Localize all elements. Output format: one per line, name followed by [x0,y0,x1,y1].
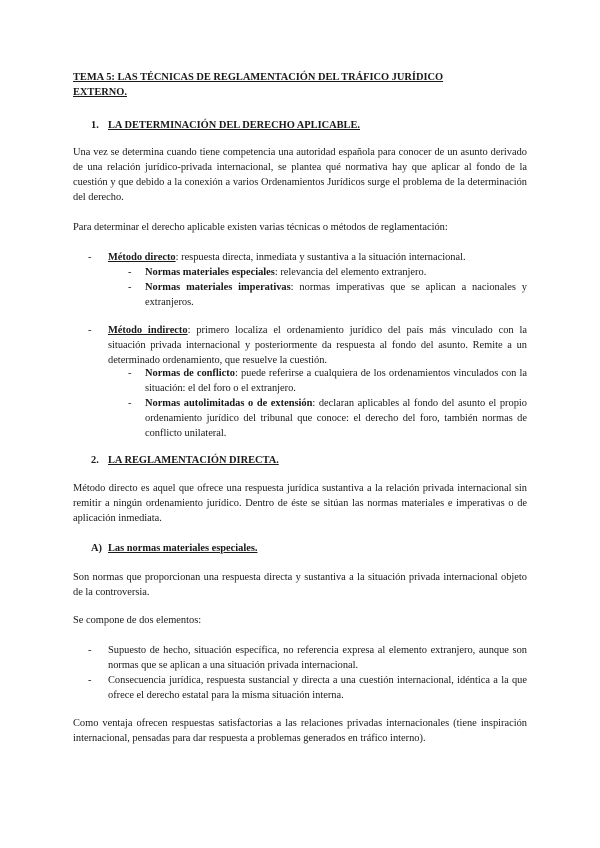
section-1-number: 1. [91,120,99,131]
method-indirect-sub-1 [145,366,527,396]
method-direct-sub-2 [145,280,527,310]
section-1-lead: Para determinar el derecho aplicable existen varias técnicas o métodos de reglamentación: [73,222,448,233]
section-2-title: LA REGLAMENTACIÓN DIRECTA. [108,455,279,466]
sub-bullet-dash: - [128,267,132,278]
subsection-a-p3: Como ventaja ofrecen respuestas satisfactorias a las relaciones privadas internacionales (tiene inspiración internacional, pensadas para dar respuesta a problemas generados en tráfico interno). [73,718,527,744]
subsection-a-heading [91,541,257,556]
document-title: TEMA 5: LAS TÉCNICAS DE REGLAMENTACIÓN DEL TRÁFICO JURÍDICO EXTERNO. [73,72,444,98]
method-direct-term: Método directo [108,252,176,263]
method-indirect [108,323,527,368]
sub-text: : declaran aplicables al fondo del asunto el propio ordenamiento jurídico del tribunal que conoce: el derecho del foro, también normas de conflicto unilateral. [145,398,527,439]
sub-text: : normas imperativas que se aplican a nacionales y extranjeros. [145,282,527,308]
section-1-title: LA DETERMINACIÓN DEL DERECHO APLICABLE. [108,120,361,131]
section-1-heading [91,118,360,133]
bullet-dash: - [88,252,92,263]
method-direct-text: : respuesta directa, inmediata y sustantiva a la situación internacional. [175,252,466,263]
sub-bullet-dash: - [128,282,132,293]
subsection-a-p2: Se compone de dos elementos: [73,615,202,626]
sub-term: Normas autolimitadas o de extensión [145,398,313,409]
method-indirect-term: Método indirecto [108,325,188,336]
section-2-heading [91,453,279,468]
bullet-dash: - [88,645,92,656]
element-1: Supuesto de hecho, situación específica, no referencia expresa al elemento extranjero, aunque son normas que se aplican a una situación privada internacional. [108,645,527,671]
bullet-dash: - [88,325,92,336]
sub-text: : relevancia del elemento extranjero. [274,267,427,278]
sub-bullet-dash: - [128,368,132,379]
sub-text: : puede referirse a cualquiera de los ordenamientos vinculados con la situación: el del foro o el extranjero. [145,368,527,394]
section-2-number: 2. [91,455,99,466]
subsection-a-p1: Son normas que proporcionan una respuesta directa y sustantiva a la situación privada internacional objeto de la controversia. [73,572,527,598]
sub-term: Normas de conflicto [145,368,235,379]
sub-bullet-dash: - [128,398,132,409]
method-direct [108,250,527,265]
method-indirect-sub-2 [145,396,527,441]
method-direct-sub-1 [145,265,527,280]
section-2-intro: Método directo es aquel que ofrece una respuesta jurídica sustantiva a la relación privada internacional sin remitir a ningún ordenamiento jurídico. Dentro de éste se sitúan las normas materiales e imperativas o de aplicación inmediata. [73,483,527,524]
method-indirect-text: : primero localiza el ordenamiento jurídico del país más vinculado con la situación privada internacional y posteriormente da respuesta al fondo del asunto. Remite a un determinado ordenamiento, que resuelve la cuestión. [108,325,528,366]
subsection-a-title: Las normas materiales especiales. [108,543,258,554]
sub-term: Normas materiales especiales [145,267,275,278]
element-2: Consecuencia jurídica, respuesta sustancial y directa a una cuestión internacional, idéntica a la que ofrece el derecho estatal para la misma situación interna. [108,675,527,701]
sub-term: Normas materiales imperativas [145,282,291,293]
bullet-dash: - [88,675,92,686]
section-1-intro: Una vez se determina cuando tiene competencia una autoridad española para conocer de un asunto derivado de una relación jurídico-privada internacional, se plantea qué normativa hay que aplicar al fondo de la cuestión y que debido a la conexión a varios Ordenamientos Jurídicos surge el problema de la determinación del derecho. [73,147,527,203]
subsection-a-letter: A) [91,543,102,554]
